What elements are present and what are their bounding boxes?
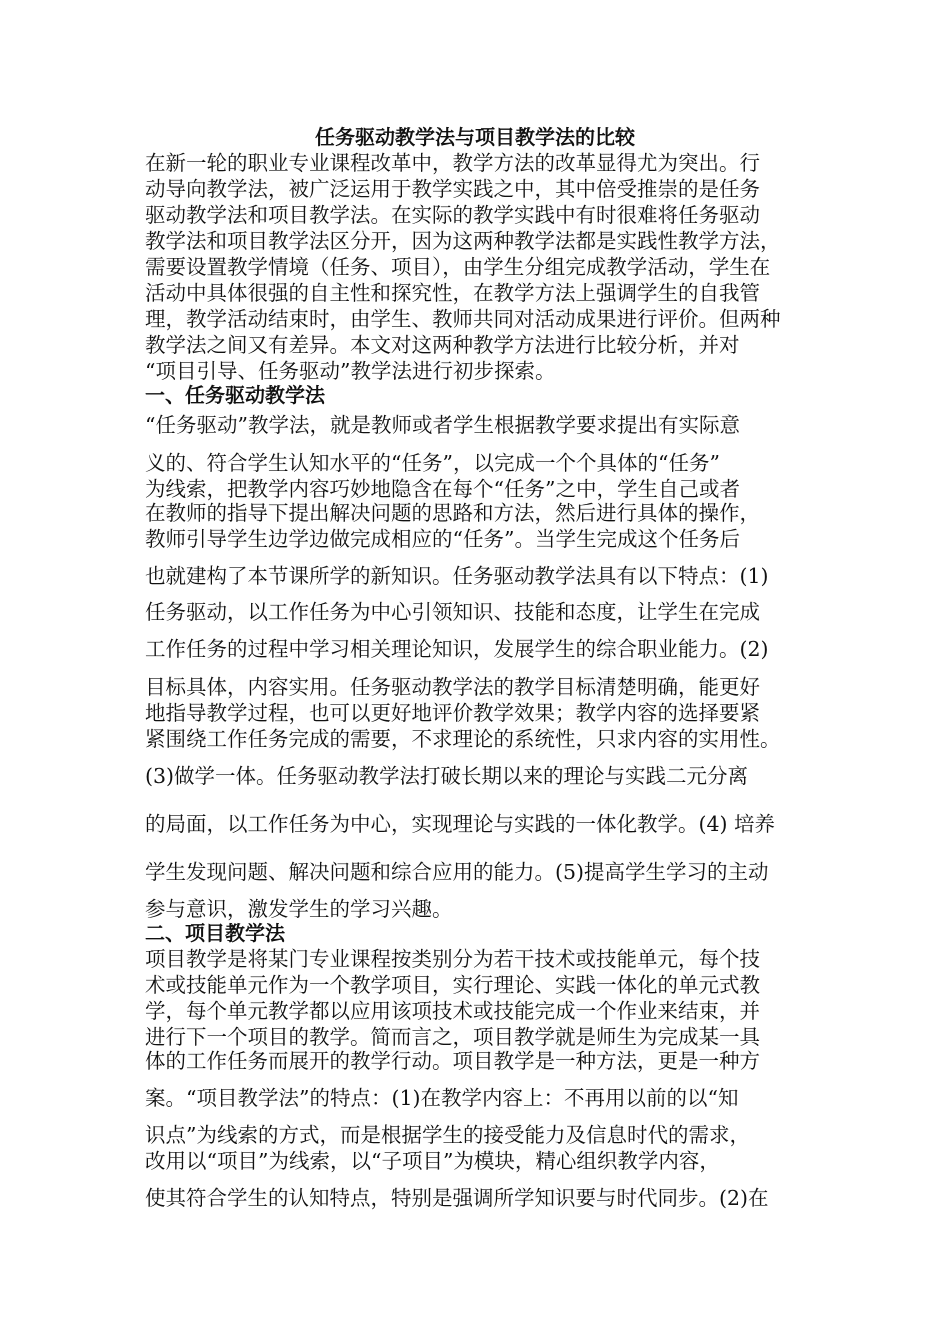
text-line: 教学法之间又有差异。本文对这两种教学方法进行比较分析，并对 xyxy=(145,333,740,357)
text-line: 使其符合学生的认知特点，特别是强调所学知识要与时代同步。(2)在 xyxy=(145,1186,769,1210)
text-line: “任务驱动”教学法，就是教师或者学生根据教学要求提出有实际意 xyxy=(145,413,740,437)
text-line: 地指导教学过程，也可以更好地评价教学效果；教学内容的选择要紧 xyxy=(145,701,760,725)
text-line: 任务驱动，以工作任务为中心引领知识、技能和态度，让学生在完成 xyxy=(145,600,760,624)
text-line: 术或技能单元作为一个教学项目，实行理论、实践一体化的单元式教 xyxy=(145,973,760,997)
text-line: 工作任务的过程中学习相关理论知识，发展学生的综合职业能力。(2) xyxy=(145,637,769,661)
text-line: 的局面，以工作任务为中心，实现理论与实践的一体化教学。(4) 培养 xyxy=(145,812,776,836)
text-line: 动导向教学法，被广泛运用于教学实践之中，其中倍受推崇的是任务 xyxy=(145,177,760,201)
document-title: 任务驱动教学法与项目教学法的比较 xyxy=(315,125,635,149)
text-line: (3)做学一体。任务驱动教学法打破长期以来的理论与实践二元分离 xyxy=(145,764,749,788)
text-line: 也就建构了本节课所学的新知识。任务驱动教学法具有以下特点：(1) xyxy=(145,564,769,588)
text-line: 为线索，把教学内容巧妙地隐含在每个“任务”之中，学生自己或者 xyxy=(145,477,740,501)
text-line: 教师引导学生边学边做完成相应的“任务”。当学生完成这个任务后 xyxy=(145,527,740,551)
text-line: 在教师的指导下提出解决问题的思路和方法，然后进行具体的操作， xyxy=(145,501,760,525)
text-line: 识点”为线索的方式，而是根据学生的接受能力及信息时代的需求， xyxy=(145,1123,750,1147)
text-line: 参与意识，激发学生的学习兴趣。 xyxy=(145,897,453,921)
text-line: 紧围绕工作任务完成的需要，不求理论的系统性，只求内容的实用性。 xyxy=(145,727,781,751)
text-line: 学，每个单元教学都以应用该项技术或技能完成一个作业来结束，并 xyxy=(145,999,760,1023)
text-line: 项目教学是将某门专业课程按类别分为若干技术或技能单元，每个技 xyxy=(145,947,760,971)
text-line: 理，教学活动结束时，由学生、教师共同对活动成果进行评价。但两种 xyxy=(145,307,781,331)
text-line: 需要设置教学情境（任务、项目），由学生分组完成教学活动，学生在 xyxy=(145,255,771,279)
text-line: 教学法和项目教学法区分开，因为这两种教学法都是实践性教学方法， xyxy=(145,229,781,253)
text-line: 改用以“项目”为线索，以“子项目”为模块，精心组织教学内容， xyxy=(145,1149,720,1173)
text-line: 目标具体，内容实用。任务驱动教学法的教学目标清楚明确，能更好 xyxy=(145,675,760,699)
text-line: 活动中具体很强的自主性和探究性，在教学方法上强调学生的自我管 xyxy=(145,281,760,305)
text-line: 体的工作任务而展开的教学行动。项目教学是一种方法，更是一种方 xyxy=(145,1049,760,1073)
section-heading-1: 一、任务驱动教学法 xyxy=(145,383,325,407)
text-line: 在新一轮的职业专业课程改革中，教学方法的改革显得尤为突出。行 xyxy=(145,151,760,175)
text-line: 案。“项目教学法”的特点：(1)在教学内容上：不再用以前的以“知 xyxy=(145,1086,739,1110)
text-line: 义的、符合学生认知水平的“任务”，以完成一个个具体的“任务” xyxy=(145,451,720,475)
text-line: “项目引导、任务驱动”教学法进行初步探索。 xyxy=(145,359,556,383)
text-line: 进行下一个项目的教学。简而言之，项目教学就是师生为完成某一具 xyxy=(145,1025,760,1049)
text-line: 学生发现问题、解决问题和综合应用的能力。(5)提高学生学习的主动 xyxy=(145,860,769,884)
section-heading-2: 二、项目教学法 xyxy=(145,921,285,945)
text-line: 驱动教学法和项目教学法。在实际的教学实践中有时很难将任务驱动 xyxy=(145,203,760,227)
